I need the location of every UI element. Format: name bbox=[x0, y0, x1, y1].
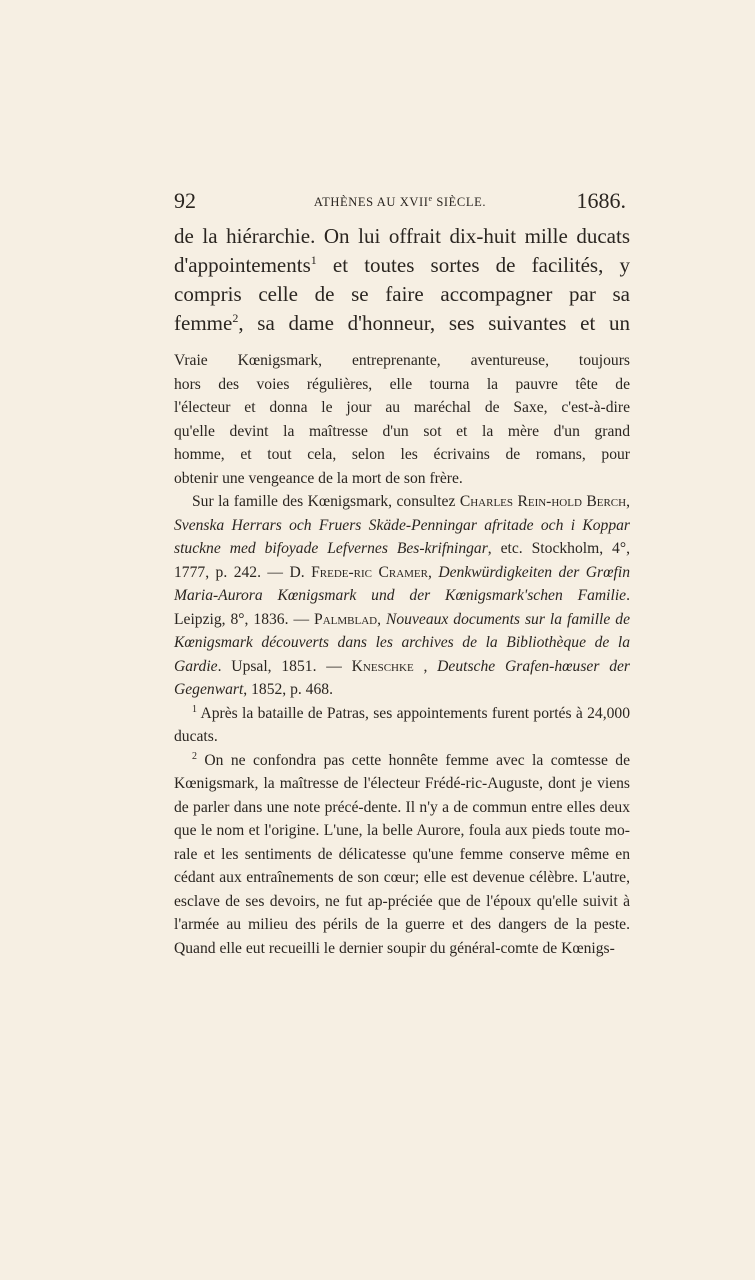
bibliography-note: Sur la famille des Kœnigsmark, consultez Charles Rein-hold Berch, Svenska Herrars och Fruers Skäde-Penningar afritade och i Koppar stuckne med bifoyade Lefvernes Bes-krifningar, etc. Stockholm, 4°, 1777, p. 242. — D. Frede-ric Cramer, Denkwürdigkeiten der Grœfin Maria-Aurora Kœnigsmark und der Kœnigsmark'schen Familie. Leipzig, 8°, 1836. — Palmblad, Nouveaux documents sur la famille de Kœnigsmark découverts dans les archives de la Bibliothèque de la Gardie. Upsal, 1851. — Kneschke , Deutsche Grafen-hœuser der Gegenwart, 1852, p. 468. bbox=[174, 493, 630, 698]
footnotes bbox=[174, 349, 630, 960]
footnote-ref: 2 bbox=[232, 311, 239, 325]
work-title: Denkwürdigkeiten der Grœfin Maria-Aurora Kœnigsmark und der Kœnigsmark'schen Familie bbox=[174, 563, 630, 604]
work-title: Svenska Herrars och Fruers Skäde-Penningar afritade och i Koppar stuckne med bifoyade Lefvernes Bes-krifningar bbox=[174, 516, 630, 557]
author-name: Kneschke bbox=[351, 657, 414, 675]
footnote-1: $^1$ Après la bataille de Patras, ses appointements furent portés à 24,000 ducats. bbox=[174, 703, 630, 745]
work-title: Deutsche Grafen-hœuser der Gegenwart bbox=[174, 657, 630, 698]
author-name: Palmblad bbox=[314, 610, 378, 628]
main-line: compris celle de se faire accompagner par sa bbox=[174, 282, 630, 306]
header-year: 1686. bbox=[576, 188, 626, 213]
footnote-2: $^2$ On ne confondra pas cette honnête femme avec la comtesse de Kœnigsmark, la maîtresse de l'électeur Frédé-ric-Auguste, dont je viens de parler dans une note précé-dente. Il n'y a de commun entre elles deux que le nom et l'origine. L'une, la belle Aurore, foula aux pieds toute mo-rale et les sentiments de délicatesse qu'une femme conserve même en cédant aux entraînements de son cœur; elle est devenue célèbre. L'autre, esclave de ses devoirs, ne fut ap-préciée que de l'époux qu'elle suivit à l'armée au milieu des périls de la guerre et des dangers de la peste. Quand elle eut recueilli le dernier soupir du général-comte de Kœnigs- bbox=[174, 750, 630, 957]
work-title: Nouveaux documents sur la famille de Kœnigsmark découverts dans les archives de la Bibliothèque de la Gardie bbox=[174, 610, 630, 675]
author-name: Frede-ric Cramer bbox=[311, 563, 428, 581]
footnote-mark: 1 bbox=[192, 703, 197, 715]
main-text bbox=[174, 222, 630, 338]
main-line: femme$^2$, sa dame d'honneur, ses suivantes et un bbox=[174, 311, 630, 335]
running-title: ATHÈNES AU XVIIe SIÈCLE. bbox=[313, 194, 487, 210]
footnote-ref: 1 bbox=[310, 253, 317, 267]
running-header bbox=[174, 188, 626, 214]
author-name: Charles Rein-hold Berch bbox=[459, 493, 627, 510]
main-line: de la hiérarchie. On lui offrait dix-huit mille ducats bbox=[174, 224, 630, 248]
note-continuation: Vraie Kœnigsmark, entreprenante, aventureuse, toujours hors des voies régulières, elle tourna la pauvre tête de l'électeur et donna le jour au maréchal de Saxe, c'est-à-dire qu'elle devint la maîtresse d'un sot et la mère d'un grand homme, et tout cela, selon les écrivains de romans, pour obtenir une vengeance de la mort de son frère. bbox=[174, 352, 630, 487]
page-number: 92 bbox=[174, 188, 196, 213]
footnote-mark: 2 bbox=[192, 750, 197, 762]
main-line: d'appointements$^1$ et toutes sortes de facilités, y bbox=[174, 253, 630, 277]
